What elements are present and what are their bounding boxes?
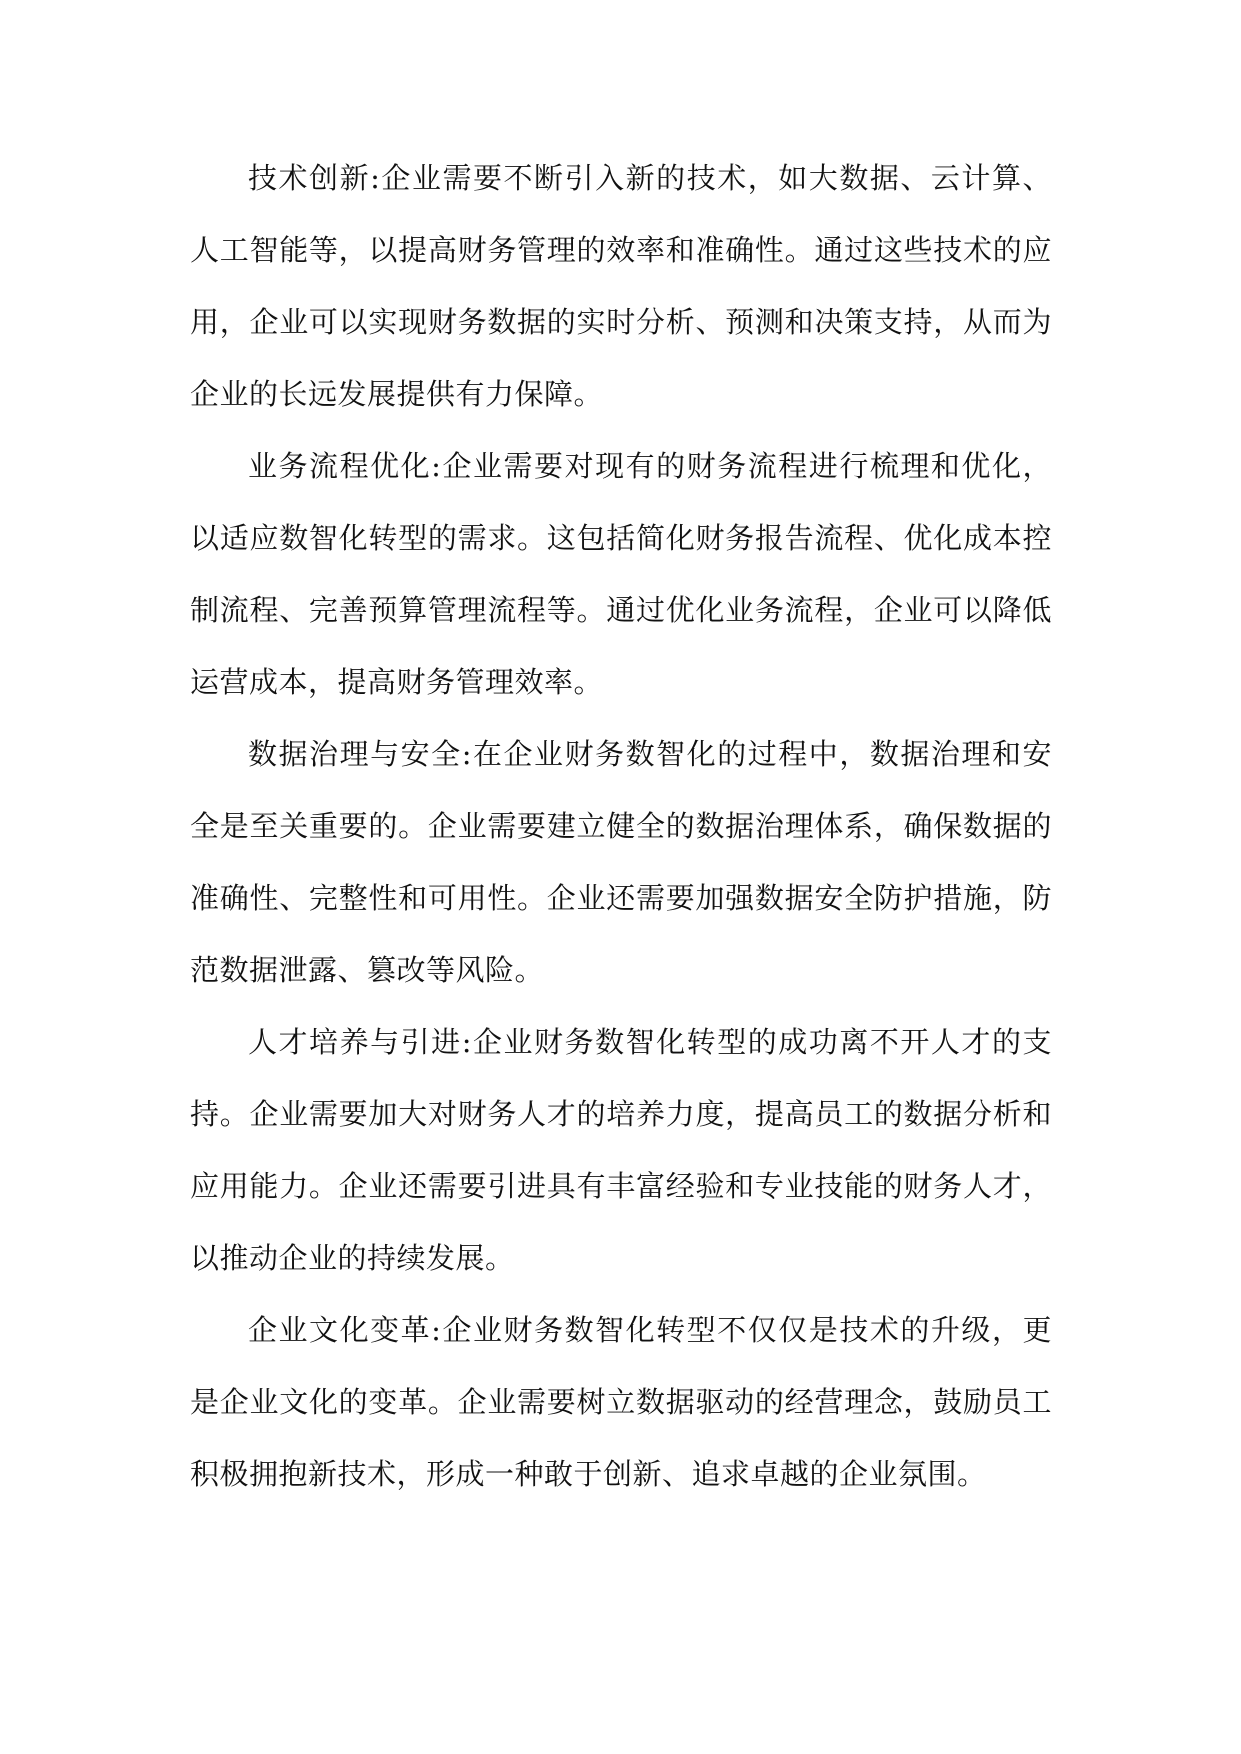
paragraph-heading: 企业文化变革:	[248, 1313, 442, 1347]
paragraph-text: 在企业财务数智化的过程中，数据治理和安全是至关重要的。企业需要建立健全的数据治理体系，确保数据的准确性、完整性和可用性。企业还需要加强数据安全防护措施，防范数据泄露、篡改等风险。	[190, 737, 1052, 987]
paragraph-text: 企业需要不断引入新的技术，如大数据、云计算、人工智能等，以提高财务管理的效率和准确性。通过这些技术的应用，企业可以实现财务数据的实时分析、预测和决策支持，从而为企业的长远发展提供有力保障。	[190, 161, 1052, 411]
paragraph-heading: 数据治理与安全:	[248, 737, 472, 771]
document-body	[190, 142, 1052, 1510]
paragraph-text: 企业需要对现有的财务流程进行梳理和优化，以适应数智化转型的需求。这包括简化财务报告流程、优化成本控制流程、完善预算管理流程等。通过优化业务流程，企业可以降低运营成本，提高财务管理效率。	[190, 449, 1052, 699]
paragraph-technology-innovation	[190, 142, 1052, 430]
paragraph-culture-change	[190, 1294, 1052, 1510]
paragraph-data-governance	[190, 718, 1052, 1006]
paragraph-heading: 人才培养与引进:	[248, 1025, 472, 1059]
paragraph-heading: 业务流程优化:	[248, 449, 442, 483]
paragraph-process-optimization	[190, 430, 1052, 718]
paragraph-talent-development	[190, 1006, 1052, 1294]
paragraph-heading: 技术创新:	[248, 161, 381, 195]
paragraph-text: 企业财务数智化转型不仅仅是技术的升级，更是企业文化的变革。企业需要树立数据驱动的经营理念，鼓励员工积极拥抱新技术，形成一种敢于创新、追求卓越的企业氛围。	[190, 1313, 1052, 1491]
paragraph-text: 企业财务数智化转型的成功离不开人才的支持。企业需要加大对财务人才的培养力度，提高员工的数据分析和应用能力。企业还需要引进具有丰富经验和专业技能的财务人才，以推动企业的持续发展。	[190, 1025, 1052, 1275]
